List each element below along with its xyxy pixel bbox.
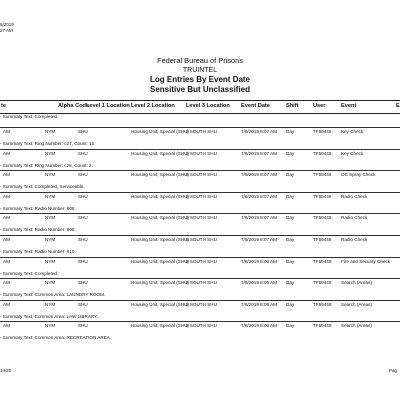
cell-event: Key Check bbox=[341, 150, 364, 156]
cell-alpha: NYM bbox=[45, 215, 56, 221]
cell-time: AM bbox=[3, 150, 10, 156]
summary-text: - Summary Text: Common Area: RECREATION AREA. bbox=[0, 335, 112, 341]
col-header-level3: Level 3 Location bbox=[186, 103, 230, 109]
cell-event-date: 7/6/2019 8:07 AM bbox=[241, 150, 278, 156]
cell-level1: SHU bbox=[78, 150, 88, 156]
col-header-alpha-code: Alpha Code bbox=[58, 103, 90, 109]
report-header bbox=[120, 56, 280, 94]
cell-level1: SHU bbox=[78, 129, 88, 134]
cell-level2: Housing Unit, Special (SHU) bbox=[131, 172, 189, 178]
summary-text: - Summary Text: Ring Number: c27, Count: 10. bbox=[0, 141, 96, 146]
col-header-shift: Shift bbox=[286, 103, 299, 109]
col-header-event: Event bbox=[341, 103, 357, 109]
summary-text: - Summary Text: Common Area: LAUNDRY ROOM. bbox=[0, 292, 106, 298]
cell-level3: 9 SOUTH SHU bbox=[186, 258, 217, 264]
classification-label: Sensitive But Unclassified bbox=[149, 84, 251, 94]
cell-level3: 9 SOUTH SHU bbox=[186, 323, 217, 329]
cell-user: TF59449 bbox=[313, 129, 332, 134]
summary-text: - Summary Text: Radio Number: 610. bbox=[0, 249, 76, 254]
col-header-date: te bbox=[1, 103, 6, 109]
summary-text: - Summary Text: Radio Number: 609. bbox=[0, 227, 76, 233]
col-header-extra: E bbox=[396, 103, 400, 109]
cell-shift: Day bbox=[286, 258, 295, 264]
cell-level1: SHU bbox=[78, 258, 88, 264]
col-header-level2: Level 2 Location bbox=[131, 103, 175, 109]
cell-level2: Housing Unit, Special (SHU) bbox=[131, 193, 189, 199]
cell-level1: SHU bbox=[78, 237, 88, 242]
cell-level3: 9 SOUTH SHU bbox=[186, 237, 217, 242]
cell-level3: 9 SOUTH SHU bbox=[186, 172, 217, 178]
cell-shift: Day bbox=[286, 172, 295, 178]
cell-alpha: NYM bbox=[45, 323, 56, 329]
log-entry bbox=[0, 170, 400, 192]
cell-level1: SHU bbox=[78, 323, 88, 329]
cell-event: Key Check bbox=[341, 129, 364, 134]
footer-left: 14/20 bbox=[0, 368, 12, 373]
summary-text: - Summary Text: Completed. bbox=[0, 114, 59, 119]
cell-user: TF59449 bbox=[313, 258, 332, 264]
log-entry bbox=[0, 321, 400, 343]
log-entry bbox=[0, 235, 400, 257]
cell-level3: 9 SOUTH SHU bbox=[186, 301, 217, 307]
cell-event-date: 7/6/2019 8:07 AM bbox=[241, 215, 278, 221]
col-header-user: User bbox=[313, 103, 326, 109]
column-header-row bbox=[0, 100, 400, 114]
cell-alpha: NYM bbox=[45, 150, 56, 156]
cell-level2: Housing Unit, Special (SHU) bbox=[131, 150, 189, 156]
cell-event-date: 7/6/2019 8:07 AM bbox=[241, 172, 278, 178]
cell-event-date: 7/6/2019 8:09 AM bbox=[241, 258, 278, 264]
report-title: Log Entries By Event Date bbox=[149, 75, 251, 84]
agency-name: Federal Bureau of Prisons bbox=[157, 56, 243, 65]
cell-level2: Housing Unit, Special (SHU) bbox=[131, 323, 189, 329]
cell-event-date: 7/6/2019 8:09 AM bbox=[241, 323, 278, 329]
cell-time: AM bbox=[3, 237, 10, 242]
row-divider bbox=[0, 149, 400, 150]
cell-event-date: 7/6/2019 8:07 AM bbox=[241, 193, 278, 199]
cell-time: AM bbox=[3, 323, 10, 329]
cell-shift: Day bbox=[286, 129, 295, 134]
cell-alpha: NYM bbox=[45, 193, 56, 199]
row-divider bbox=[0, 257, 400, 258]
log-entry bbox=[0, 213, 400, 235]
cell-alpha: NYM bbox=[45, 301, 56, 307]
cell-event: Search (Areas) bbox=[341, 323, 372, 329]
cell-time: AM bbox=[3, 215, 10, 221]
cell-time: AM bbox=[3, 193, 10, 199]
cell-level2: Housing Unit, Special (SHU) bbox=[131, 129, 189, 134]
cell-shift: Day bbox=[286, 215, 295, 221]
cell-time: AM bbox=[3, 172, 10, 178]
cell-user: TF59449 bbox=[313, 193, 332, 199]
cell-level2: Housing Unit, Special (SHU) bbox=[131, 301, 189, 307]
cell-user: TF59449 bbox=[313, 280, 332, 286]
cell-alpha: NYM bbox=[45, 258, 56, 264]
cell-event: Radio Check bbox=[341, 237, 368, 242]
cell-event: Search (Areas) bbox=[341, 280, 372, 286]
cell-user: TF59449 bbox=[313, 237, 332, 242]
cell-event: Radio Check bbox=[341, 193, 368, 199]
print-date: 9/2019 bbox=[0, 22, 14, 27]
cell-level1: SHU bbox=[78, 193, 88, 199]
row-divider bbox=[0, 170, 400, 171]
cell-level2: Housing Unit, Special (SHU) bbox=[131, 237, 189, 242]
cell-event-date: 7/6/2019 8:07 AM bbox=[241, 237, 278, 242]
summary-text: - Summary Text: Ring Number: c28, Count: 2. bbox=[0, 162, 93, 168]
summary-text: - Summary Text: Completed. bbox=[0, 270, 59, 276]
footer-page: Pag bbox=[389, 368, 398, 373]
cell-level3: 9 SOUTH SHU bbox=[186, 150, 217, 156]
cell-event: Fire and Security Check bbox=[341, 258, 391, 264]
cell-event: Search (Areas) bbox=[341, 301, 372, 307]
row-divider bbox=[0, 278, 400, 279]
row-divider bbox=[0, 127, 400, 128]
cell-event: OC Spray Check bbox=[341, 172, 376, 178]
cell-user: TF59449 bbox=[313, 172, 332, 178]
log-entry bbox=[0, 127, 400, 149]
col-header-level1: Level 1 Location bbox=[86, 103, 130, 109]
row-divider bbox=[0, 321, 400, 322]
cell-user: TF59449 bbox=[313, 215, 332, 221]
cell-shift: Day bbox=[286, 280, 295, 286]
cell-event-date: 7/6/2019 8:09 AM bbox=[241, 280, 278, 286]
row-divider bbox=[0, 300, 400, 301]
cell-user: TF59449 bbox=[313, 150, 332, 156]
cell-alpha: NYM bbox=[45, 129, 56, 134]
cell-shift: Day bbox=[286, 150, 295, 156]
summary-text: - Summary Text: Common Area: LAW LIBRARY. bbox=[0, 313, 98, 319]
cell-time: AM bbox=[3, 258, 10, 264]
cell-level2: Housing Unit, Special (SHU) bbox=[131, 215, 189, 221]
cell-time: AM bbox=[3, 280, 10, 286]
row-divider bbox=[0, 235, 400, 236]
log-entry bbox=[0, 300, 400, 322]
summary-text: - Summary Text: Radio Number: 608. bbox=[0, 205, 76, 211]
cell-level3: 9 SOUTH SHU bbox=[186, 193, 217, 199]
cell-user: TF59449 bbox=[313, 301, 332, 307]
cell-event-date: 7/6/2019 8:07 AM bbox=[241, 129, 278, 134]
log-entry bbox=[0, 149, 400, 171]
row-divider bbox=[0, 192, 400, 193]
cell-alpha: NYM bbox=[45, 172, 56, 178]
col-header-event-date: Event Date bbox=[241, 103, 270, 109]
row-divider bbox=[0, 213, 400, 214]
cell-level3: 9 SOUTH SHU bbox=[186, 129, 217, 134]
log-entry bbox=[0, 257, 400, 279]
summary-text: - Summary Text: Completed, Serviceable. bbox=[0, 184, 85, 190]
cell-time: AM bbox=[3, 301, 10, 307]
cell-event: Radio Check bbox=[341, 215, 368, 221]
cell-user: TF59449 bbox=[313, 323, 332, 329]
cell-level1: SHU bbox=[78, 215, 88, 221]
cell-level1: SHU bbox=[78, 280, 88, 286]
cell-level3: 9 SOUTH SHU bbox=[186, 280, 217, 286]
log-entry bbox=[0, 278, 400, 300]
cell-level1: SHU bbox=[78, 172, 88, 178]
cell-shift: Day bbox=[286, 323, 295, 329]
cell-alpha: NYM bbox=[45, 280, 56, 286]
cell-level1: SHU bbox=[78, 301, 88, 307]
cell-level2: Housing Unit, Special (SHU) bbox=[131, 280, 189, 286]
print-time: 27 AM bbox=[0, 28, 13, 33]
cell-alpha: NYM bbox=[45, 237, 56, 242]
cell-time: AM bbox=[3, 129, 10, 134]
cell-shift: Day bbox=[286, 193, 295, 199]
cell-level2: Housing Unit, Special (SHU) bbox=[131, 258, 189, 264]
log-entry bbox=[0, 192, 400, 214]
system-name: TRUINTEL bbox=[182, 66, 218, 74]
cell-level3: 9 SOUTH SHU bbox=[186, 215, 217, 221]
cell-event-date: 7/6/2019 8:09 AM bbox=[241, 301, 278, 307]
cell-shift: Day bbox=[286, 301, 295, 307]
cell-shift: Day bbox=[286, 237, 295, 242]
